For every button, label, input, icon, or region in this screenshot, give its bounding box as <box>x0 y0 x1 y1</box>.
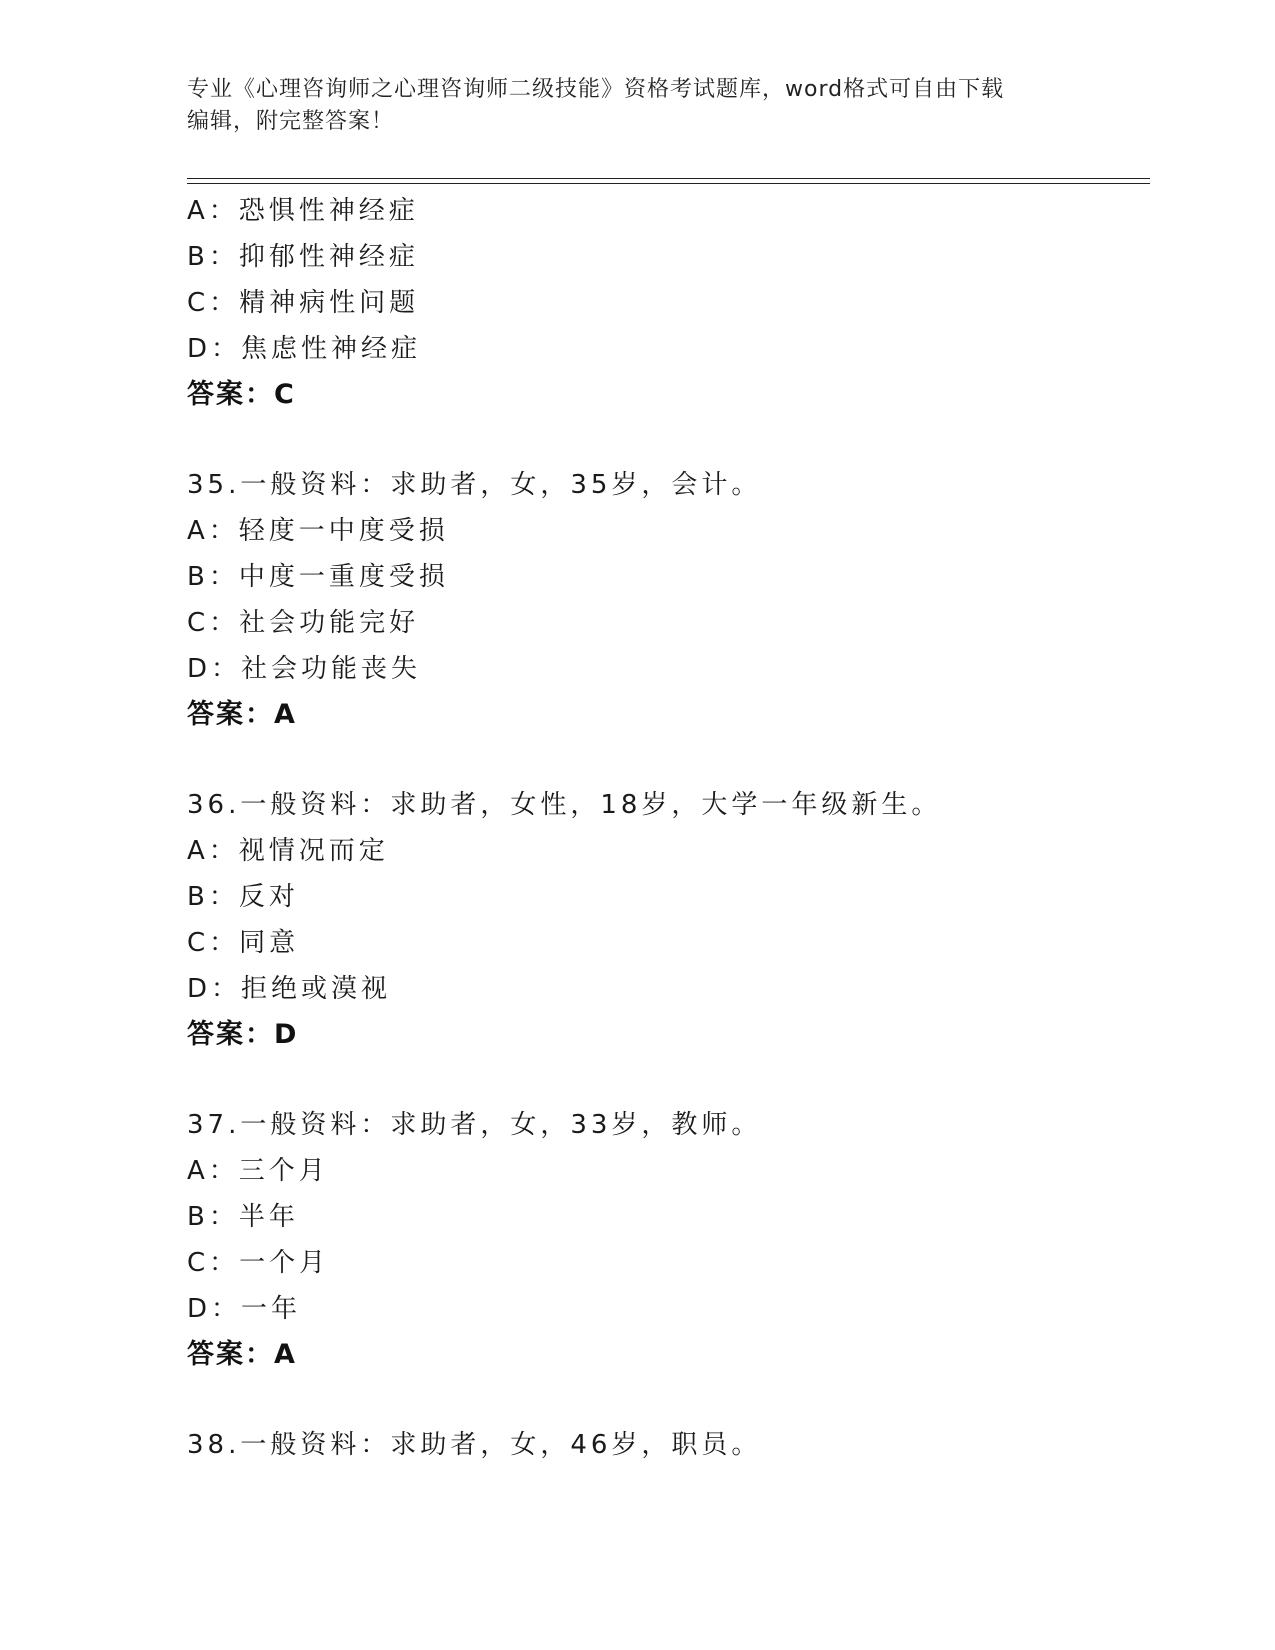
header-line-2: 编辑，附完整答案！ <box>187 109 395 134</box>
option-c: C：精神病性问题 <box>187 288 420 318</box>
spacer <box>187 738 1147 782</box>
question-38 <box>187 1422 1147 1468</box>
option-d: D：社会功能丧失 <box>187 654 422 684</box>
option-a: A：三个月 <box>187 1156 329 1186</box>
option-c: C：社会功能完好 <box>187 608 420 638</box>
document-header <box>187 74 1087 138</box>
question-36 <box>187 782 1147 1058</box>
question-37 <box>187 1102 1147 1378</box>
option-a: A：轻度一中度受损 <box>187 516 449 546</box>
spacer <box>187 1378 1147 1422</box>
option-c: C：同意 <box>187 928 300 958</box>
header-divider-top <box>187 178 1150 179</box>
answer: 答案：D <box>187 1019 299 1050</box>
header-line-1: 专业《心理咨询师之心理咨询师二级技能》资格考试题库，word格式可自由下载 <box>187 77 1005 102</box>
question-35 <box>187 462 1147 738</box>
question-stem: 35.一般资料：求助者，女，35岁，会计。 <box>187 470 762 500</box>
question-stem: 36.一般资料：求助者，女性，18岁，大学一年级新生。 <box>187 790 942 820</box>
question-stem: 38.一般资料：求助者，女，46岁，职员。 <box>187 1430 762 1460</box>
question-stem: 37.一般资料：求助者，女，33岁，教师。 <box>187 1110 762 1140</box>
answer: 答案：A <box>187 699 297 730</box>
option-d: D：一年 <box>187 1294 302 1324</box>
option-b: B：反对 <box>187 882 299 912</box>
option-a: A：视情况而定 <box>187 836 389 866</box>
answer: 答案：A <box>187 1339 297 1370</box>
spacer <box>187 418 1147 462</box>
option-d: D：拒绝或漠视 <box>187 974 392 1004</box>
option-d: D：焦虑性神经症 <box>187 334 422 364</box>
spacer <box>187 1058 1147 1102</box>
option-b: B：半年 <box>187 1202 299 1232</box>
answer: 答案：C <box>187 379 296 410</box>
option-a: A：恐惧性神经症 <box>187 196 419 226</box>
question-34-continued <box>187 188 1147 418</box>
option-c: C：一个月 <box>187 1248 330 1278</box>
option-b: B：抑郁性神经症 <box>187 242 419 272</box>
question-list <box>187 188 1147 1468</box>
header-divider-bottom <box>187 183 1150 184</box>
option-b: B：中度一重度受损 <box>187 562 449 592</box>
